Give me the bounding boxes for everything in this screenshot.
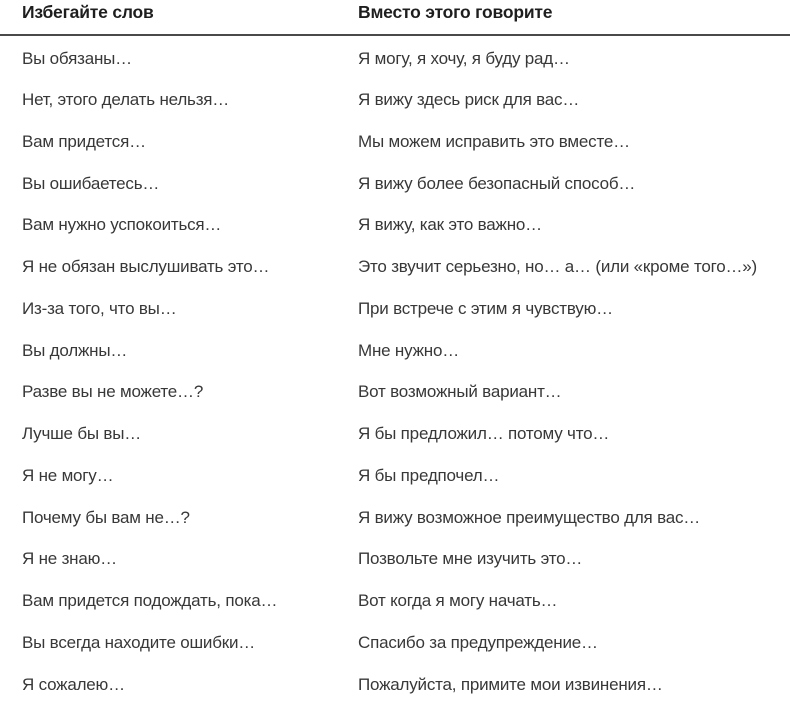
avoid-cell: Вам нужно успокоиться… [22,215,222,235]
say-cell: Мне нужно… [358,340,460,360]
table-row [0,119,790,161]
avoid-cell: Почему бы вам не…? [22,507,190,527]
avoid-cell: Я сожалею… [22,674,125,694]
say-cell: Я вижу более безопасный способ… [358,173,636,193]
avoid-cell: Я не знаю… [22,549,117,569]
say-cell: Вот когда я могу начать… [358,591,558,611]
say-cell: Позвольте мне изучить это… [358,549,583,569]
say-cell: При встрече с этим я чувствую… [358,298,613,318]
avoid-cell: Из-за того, что вы… [22,298,177,318]
header-row [0,0,790,35]
table-row [0,578,790,620]
avoid-cell: Вам придется… [22,131,146,151]
table-row [0,286,790,328]
avoid-cell: Я не могу… [22,465,114,485]
say-cell: Я вижу, как это важно… [358,215,542,235]
column-header-say: Вместо этого говорите [358,0,790,35]
table-body [0,35,790,703]
avoid-cell: Вам придется подождать, пока… [22,591,278,611]
avoid-cell: Вы всегда находите ошибки… [22,632,256,652]
table-row [0,411,790,453]
table-row [0,35,790,77]
avoid-cell: Нет, этого делать нельзя… [22,90,230,110]
avoid-cell: Вы должны… [22,340,128,360]
avoid-cell: Вы обязаны… [22,48,132,68]
table-row [0,453,790,495]
table-row [0,536,790,578]
say-cell: Мы можем исправить это вместе… [358,131,630,151]
table-row [0,160,790,202]
say-cell: Я бы предложил… потому что… [358,424,610,444]
table-row [0,77,790,119]
avoid-cell: Лучше бы вы… [22,424,142,444]
avoid-cell: Разве вы не можете…? [22,382,204,402]
table-row [0,369,790,411]
say-cell: Я могу, я хочу, я буду рад… [358,48,570,68]
table-row [0,202,790,244]
table-row [0,661,790,703]
avoid-cell: Я не обязан выслушивать это… [22,257,270,277]
say-cell: Пожалуйста, примите мои извинения… [358,674,663,694]
column-header-avoid: Избегайте слов [0,0,358,35]
avoid-cell: Вы ошибаетесь… [22,173,160,193]
say-cell: Это звучит серьезно, но… а… (или «кроме того…») [358,257,757,277]
table-row [0,620,790,662]
table-row [0,327,790,369]
say-cell: Я вижу возможное преимущество для вас… [358,507,701,527]
say-cell: Я бы предпочел… [358,465,500,485]
say-cell: Вот возможный вариант… [358,382,562,402]
table-row [0,244,790,286]
table-row [0,494,790,536]
say-cell: Я вижу здесь риск для вас… [358,90,580,110]
say-cell: Спасибо за предупреждение… [358,632,598,652]
